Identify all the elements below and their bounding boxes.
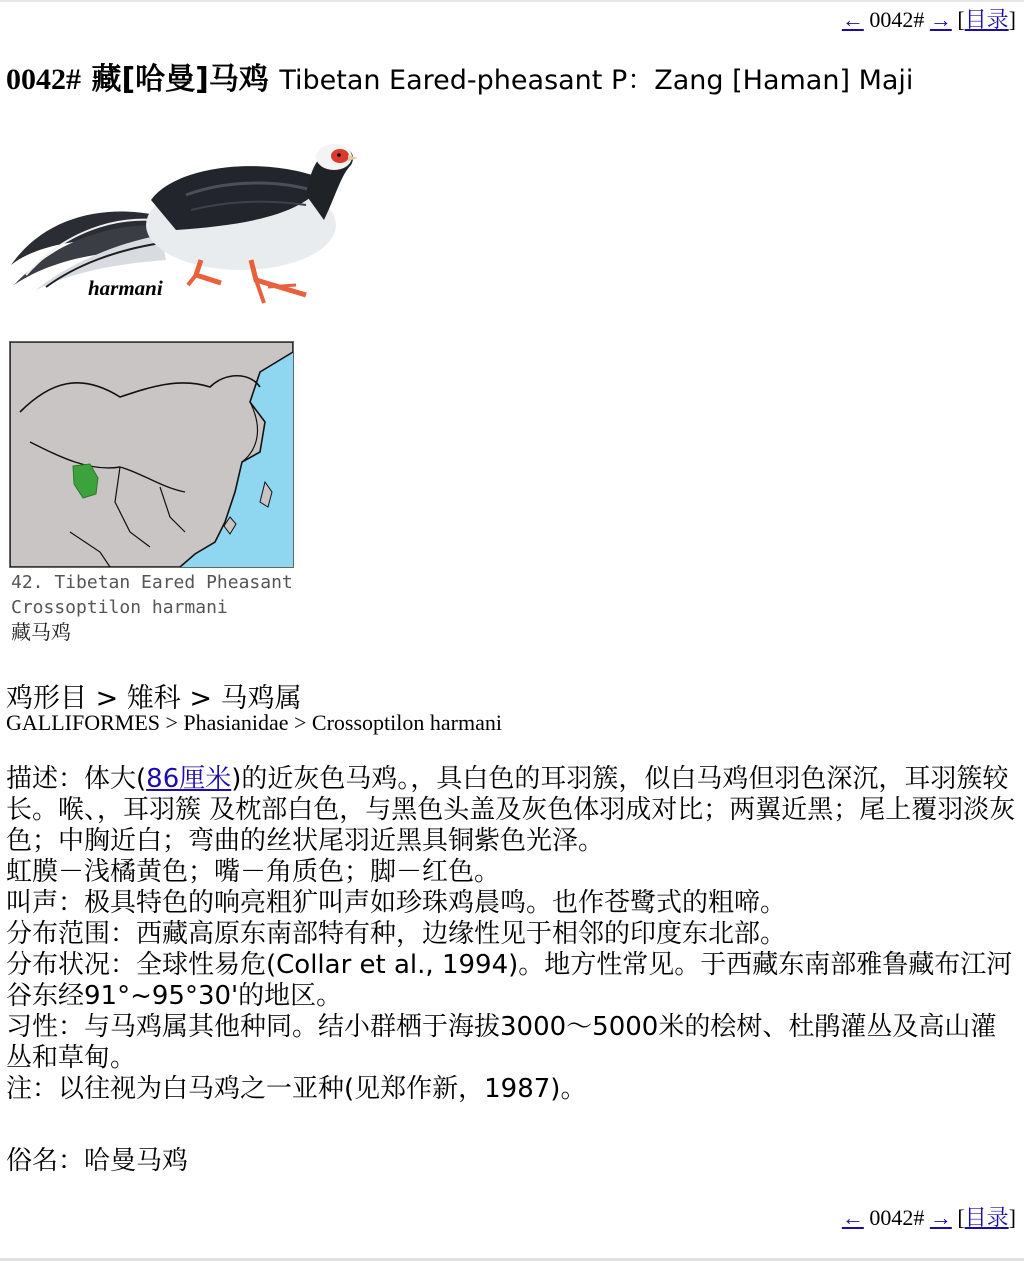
prev-link[interactable]: ← xyxy=(841,7,864,32)
map-caption-line1: 42. Tibetan Eared Pheasant xyxy=(11,572,293,593)
bird-illustration-label: harmani xyxy=(88,276,163,300)
map-caption xyxy=(11,570,293,645)
bracket-open: [ xyxy=(951,7,965,32)
range-text: 分布范围：西藏高原东南部特有种，边缘性见于相邻的印度东北部。 xyxy=(6,919,787,949)
size-link[interactable]: 86厘米 xyxy=(146,764,232,794)
toc-link[interactable]: 目录 xyxy=(964,1205,1009,1230)
toc-link[interactable]: 目录 xyxy=(964,7,1009,32)
prev-link[interactable]: ← xyxy=(841,1205,864,1230)
top-navigation xyxy=(842,7,1016,33)
description-text: )的近灰色马鸡。，具白色的耳羽簇，似白马鸡但羽色深沉，耳羽簇较长。喉、，耳羽簇 及枕部白色，与黑色头盖及灰色体羽成对比；两翼近黑；尾上覆羽淡灰色；中胸近白；弯曲的丝状尾羽近黑具铜紫色光泽。 xyxy=(6,764,1016,856)
taxonomy-english: GALLIFORMES > Phasianidae > Crossoptilon harmani xyxy=(6,710,502,735)
title-code: 0042# xyxy=(6,63,81,96)
next-link[interactable]: → xyxy=(929,7,952,32)
folk-name: 俗名：哈曼马鸡 xyxy=(6,1146,189,1176)
species-description xyxy=(6,764,1018,1105)
status-text: 分布状况：全球性易危(Collar et al., 1994)。地方性常见。于西藏东南部雅鲁藏布江河谷东经91°~95°30'的地区。 xyxy=(6,950,1013,1011)
title-chinese: 藏[哈曼]马鸡 xyxy=(81,62,280,97)
range-map xyxy=(9,341,294,568)
top-divider xyxy=(0,0,1024,2)
title-english: Tibetan Eared-pheasant P：Zang [Haman] Maji xyxy=(279,65,914,96)
bracket-close: ] xyxy=(1008,1205,1016,1230)
bird-illustration xyxy=(6,125,366,310)
map-caption-line2: Crossoptilon harmani xyxy=(11,597,228,618)
map-caption-chinese: 藏马鸡 xyxy=(11,620,71,644)
habits-text: 习性：与马鸡属其他种同。结小群栖于海拔3000～5000米的桧树、杜鹃灌丛及高山灌丛和草甸。 xyxy=(6,1012,997,1073)
call-text: 叫声：极具特色的响亮粗犷叫声如珍珠鸡晨鸣。也作苍鹭式的粗啼。 xyxy=(6,888,787,918)
bracket-close: ] xyxy=(1008,7,1016,32)
entry-number: 0042# xyxy=(863,1205,930,1230)
description-paragraph xyxy=(6,764,1018,857)
next-link[interactable]: → xyxy=(929,1205,952,1230)
page-title xyxy=(6,60,913,101)
bracket-open: [ xyxy=(951,1205,965,1230)
note-text: 注：以往视为白马鸡之一亚种(见郑作新，1987)。 xyxy=(6,1074,587,1104)
bottom-navigation xyxy=(842,1205,1016,1231)
taxonomy-chinese: 鸡形目 > 雉科 > 马鸡属 xyxy=(6,683,302,714)
entry-number: 0042# xyxy=(863,7,930,32)
bare-parts-text: 虹膜－浅橘黄色；嘴－角质色；脚－红色。 xyxy=(6,857,501,887)
description-prefix: 描述：体大( xyxy=(6,764,147,794)
bottom-divider xyxy=(0,1258,1024,1261)
